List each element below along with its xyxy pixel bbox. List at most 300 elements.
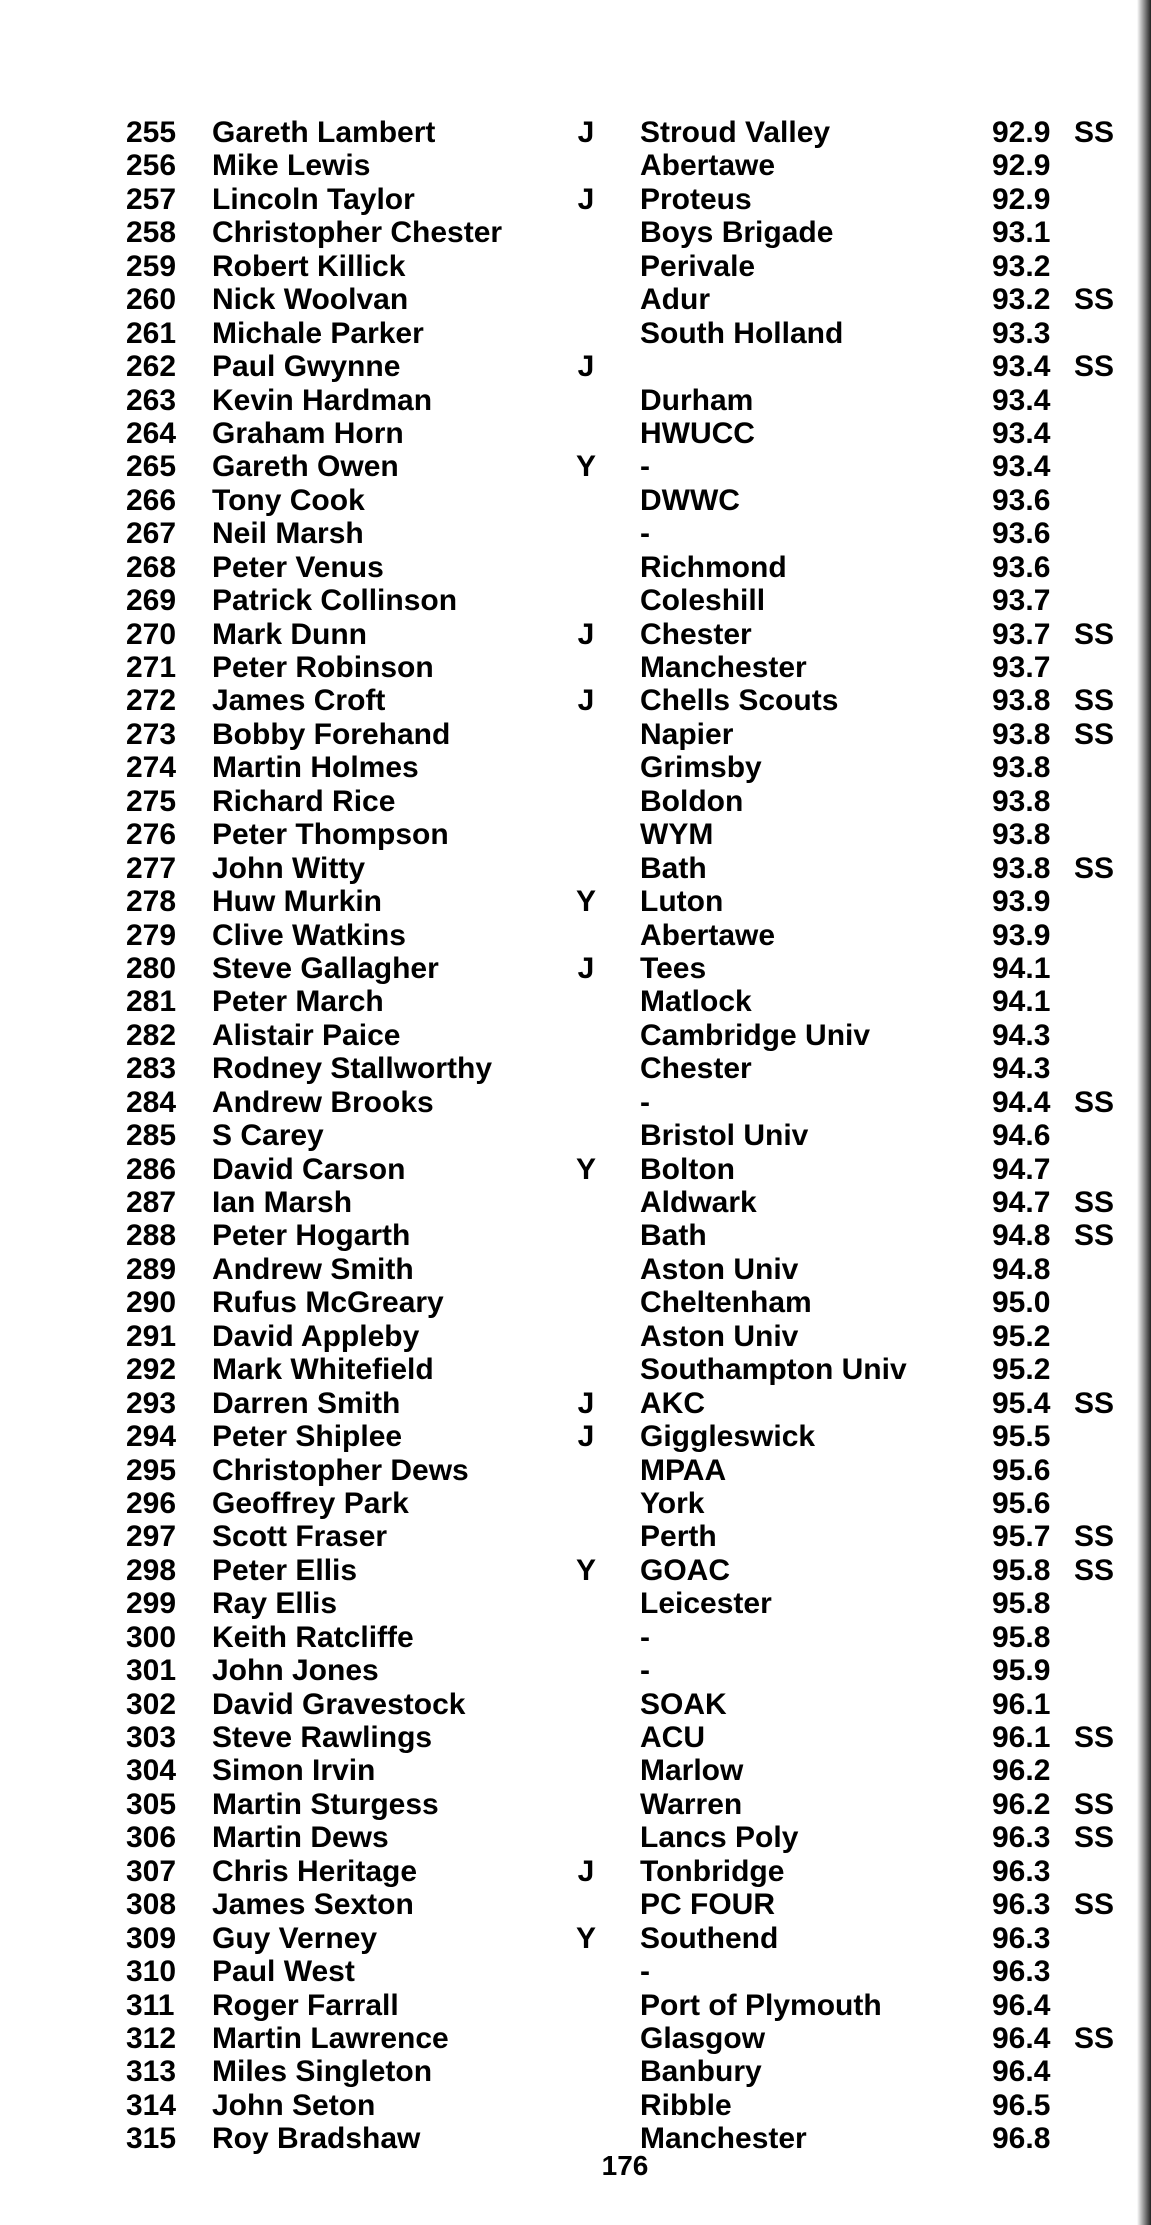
- time: 96.4: [992, 2055, 1051, 2089]
- category: Y: [575, 885, 596, 919]
- position: 308: [126, 1888, 177, 1922]
- time: 96.2: [992, 1754, 1051, 1788]
- result-row: [126, 818, 1136, 851]
- ss-marker: SS: [1074, 717, 1115, 751]
- results-table: [126, 116, 1136, 2156]
- ss-marker: SS: [1074, 1888, 1115, 1922]
- club: PC FOUR: [640, 1888, 775, 1922]
- result-row: [126, 1286, 1136, 1319]
- time: 92.9: [992, 149, 1051, 183]
- time: 93.6: [992, 550, 1051, 584]
- time: 94.1: [992, 951, 1051, 985]
- time: 96.3: [992, 1921, 1051, 1955]
- result-row: [126, 149, 1136, 182]
- result-row: [126, 1989, 1136, 2022]
- club: Abertawe: [640, 918, 776, 952]
- rider-name: Robert Killick: [212, 249, 406, 283]
- category: J: [577, 116, 595, 149]
- time: 96.1: [992, 1721, 1051, 1754]
- position: 274: [126, 751, 177, 785]
- position: 293: [126, 1386, 177, 1420]
- time: 95.5: [992, 1420, 1051, 1454]
- rider-name: Miles Singleton: [212, 2055, 433, 2089]
- club: Bath: [640, 851, 707, 885]
- position: 281: [126, 985, 177, 1019]
- result-row: [126, 1788, 1136, 1821]
- club: Proteus: [640, 182, 752, 216]
- rider-name: Rufus McGreary: [212, 1286, 444, 1320]
- result-row: [126, 551, 1136, 584]
- time: 96.3: [992, 1821, 1051, 1855]
- club: AKC: [640, 1386, 705, 1420]
- position: 304: [126, 1754, 177, 1788]
- rider-name: Mark Whitefield: [212, 1353, 434, 1387]
- result-row: [126, 283, 1136, 316]
- time: 95.6: [992, 1486, 1051, 1520]
- ss-marker: SS: [1074, 1821, 1115, 1855]
- position: 306: [126, 1821, 177, 1855]
- time: 93.7: [992, 617, 1051, 651]
- club: -: [640, 450, 650, 484]
- ss-marker: SS: [1074, 1520, 1115, 1554]
- club: -: [640, 1955, 650, 1989]
- rider-name: Peter Hogarth: [212, 1219, 411, 1253]
- time: 94.3: [992, 1018, 1051, 1052]
- club: -: [640, 1085, 650, 1119]
- result-row: [126, 1888, 1136, 1921]
- result-row: [126, 1219, 1136, 1252]
- position: 262: [126, 350, 177, 384]
- rider-name: Steve Rawlings: [212, 1721, 433, 1754]
- time: 96.3: [992, 1955, 1051, 1989]
- result-row: [126, 651, 1136, 684]
- rider-name: Steve Gallagher: [212, 951, 439, 985]
- position: 294: [126, 1420, 177, 1454]
- club: Manchester: [640, 651, 807, 684]
- club: Cheltenham: [640, 1286, 812, 1320]
- time: 96.2: [992, 1787, 1051, 1821]
- club: Napier: [640, 717, 734, 751]
- rider-name: Bobby Forehand: [212, 717, 451, 751]
- position: 300: [126, 1620, 177, 1654]
- rider-name: Kevin Hardman: [212, 383, 433, 417]
- result-row: [126, 1721, 1136, 1754]
- club: GOAC: [640, 1553, 730, 1587]
- result-row: [126, 517, 1136, 550]
- result-row: [126, 1052, 1136, 1085]
- time: 96.1: [992, 1687, 1051, 1721]
- position: 267: [126, 517, 177, 551]
- rider-name: Mark Dunn: [212, 617, 368, 651]
- position: 269: [126, 584, 177, 618]
- position: 292: [126, 1353, 177, 1387]
- rider-name: Martin Holmes: [212, 751, 419, 785]
- club: South Holland: [640, 316, 844, 350]
- position: 282: [126, 1018, 177, 1052]
- rider-name: Andrew Smith: [212, 1252, 414, 1286]
- result-row: [126, 618, 1136, 651]
- time: 93.4: [992, 416, 1051, 450]
- result-row: [126, 1420, 1136, 1453]
- position: 257: [126, 182, 177, 216]
- rider-name: Andrew Brooks: [212, 1085, 434, 1119]
- time: 95.0: [992, 1286, 1051, 1320]
- club: Abertawe: [640, 149, 776, 183]
- result-row: [126, 1520, 1136, 1553]
- time: 95.2: [992, 1353, 1051, 1387]
- club: Southend: [640, 1921, 779, 1955]
- club: Boys Brigade: [640, 216, 834, 250]
- result-row: [126, 1353, 1136, 1386]
- time: 93.1: [992, 216, 1051, 250]
- position: 280: [126, 951, 177, 985]
- position: 289: [126, 1252, 177, 1286]
- time: 93.6: [992, 483, 1051, 517]
- result-row: [126, 1387, 1136, 1420]
- position: 290: [126, 1286, 177, 1320]
- club: Aldwark: [640, 1186, 757, 1219]
- result-row: [126, 1554, 1136, 1587]
- club: MPAA: [640, 1453, 727, 1487]
- position: 271: [126, 651, 177, 684]
- club: Luton: [640, 885, 724, 919]
- rider-name: Neil Marsh: [212, 517, 364, 551]
- time: 94.8: [992, 1219, 1051, 1253]
- ss-marker: SS: [1074, 283, 1115, 317]
- category: Y: [575, 1152, 596, 1186]
- position: 265: [126, 450, 177, 484]
- position: 297: [126, 1520, 177, 1554]
- club: Bolton: [640, 1152, 735, 1186]
- club: -: [640, 517, 650, 551]
- rider-name: Patrick Collinson: [212, 584, 458, 618]
- category: Y: [575, 1553, 596, 1587]
- result-row: [126, 116, 1136, 149]
- time: 93.4: [992, 350, 1051, 384]
- ss-marker: SS: [1074, 1553, 1115, 1587]
- rider-name: Peter March: [212, 985, 384, 1019]
- time: 94.4: [992, 1085, 1051, 1119]
- result-row: [126, 2055, 1136, 2088]
- result-row: [126, 1086, 1136, 1119]
- position: 288: [126, 1219, 177, 1253]
- result-row: [126, 785, 1136, 818]
- time: 93.2: [992, 283, 1051, 317]
- position: 276: [126, 818, 177, 852]
- time: 95.2: [992, 1319, 1051, 1353]
- position: 278: [126, 885, 177, 919]
- category: J: [577, 350, 595, 384]
- rider-name: James Sexton: [212, 1888, 414, 1922]
- time: 93.8: [992, 751, 1051, 785]
- position: 305: [126, 1787, 177, 1821]
- club: Glasgow: [640, 2021, 766, 2055]
- position: 285: [126, 1119, 177, 1153]
- club: Ribble: [640, 2088, 732, 2122]
- ss-marker: SS: [1074, 1219, 1115, 1253]
- rider-name: Gareth Owen: [212, 450, 399, 484]
- result-row: [126, 1821, 1136, 1854]
- rider-name: Alistair Paice: [212, 1018, 401, 1052]
- result-row: [126, 852, 1136, 885]
- position: 258: [126, 216, 177, 250]
- rider-name: Keith Ratcliffe: [212, 1620, 414, 1654]
- rider-name: Chris Heritage: [212, 1854, 418, 1888]
- scan-edge-shadow: [1137, 0, 1151, 2225]
- position: 255: [126, 116, 177, 149]
- result-row: [126, 216, 1136, 249]
- position: 286: [126, 1152, 177, 1186]
- position: 302: [126, 1687, 177, 1721]
- time: 95.8: [992, 1620, 1051, 1654]
- position: 263: [126, 383, 177, 417]
- position: 272: [126, 684, 177, 718]
- club: Chester: [640, 617, 752, 651]
- time: 95.8: [992, 1553, 1051, 1587]
- rider-name: Michale Parker: [212, 316, 424, 350]
- club: Stroud Valley: [640, 116, 831, 149]
- rider-name: Martin Sturgess: [212, 1787, 439, 1821]
- rider-name: Graham Horn: [212, 416, 404, 450]
- rider-name: David Appleby: [212, 1319, 420, 1353]
- ss-marker: SS: [1074, 2021, 1115, 2055]
- time: 93.8: [992, 851, 1051, 885]
- rider-name: Paul Gwynne: [212, 350, 401, 384]
- result-row: [126, 350, 1136, 383]
- result-row: [126, 1186, 1136, 1219]
- club: Durham: [640, 383, 754, 417]
- result-row: [126, 484, 1136, 517]
- rider-name: Roger Farrall: [212, 1988, 399, 2022]
- rider-name: Ian Marsh: [212, 1186, 353, 1219]
- rider-name: David Carson: [212, 1152, 406, 1186]
- result-row: [126, 417, 1136, 450]
- club: Cambridge Univ: [640, 1018, 871, 1052]
- result-row: [126, 952, 1136, 985]
- club: Grimsby: [640, 751, 762, 785]
- rider-name: S Carey: [212, 1119, 324, 1153]
- rider-name: Mike Lewis: [212, 149, 371, 183]
- rider-name: Martin Dews: [212, 1821, 389, 1855]
- rider-name: Huw Murkin: [212, 885, 382, 919]
- position: 264: [126, 416, 177, 450]
- club: Chester: [640, 1052, 752, 1086]
- category: J: [577, 684, 595, 718]
- result-row: [126, 1654, 1136, 1687]
- result-row: [126, 718, 1136, 751]
- category: J: [577, 1420, 595, 1454]
- club: Perivale: [640, 249, 756, 283]
- club: Matlock: [640, 985, 752, 1019]
- time: 93.9: [992, 885, 1051, 919]
- time: 93.3: [992, 316, 1051, 350]
- position: 275: [126, 784, 177, 818]
- result-row: [126, 1487, 1136, 1520]
- rider-name: Lincoln Taylor: [212, 182, 415, 216]
- ss-marker: SS: [1074, 851, 1115, 885]
- result-row: [126, 317, 1136, 350]
- club: -: [640, 1620, 650, 1654]
- position: 284: [126, 1085, 177, 1119]
- time: 93.4: [992, 450, 1051, 484]
- time: 96.4: [992, 1988, 1051, 2022]
- category: J: [577, 182, 595, 216]
- club: Leicester: [640, 1587, 772, 1621]
- rider-name: Rodney Stallworthy: [212, 1052, 493, 1086]
- time: 92.9: [992, 116, 1051, 149]
- position: 287: [126, 1186, 177, 1219]
- club: York: [640, 1486, 705, 1520]
- club: -: [640, 1654, 650, 1688]
- club: Bristol Univ: [640, 1119, 809, 1153]
- time: 94.7: [992, 1152, 1051, 1186]
- result-row: [126, 985, 1136, 1018]
- ss-marker: SS: [1074, 684, 1115, 718]
- result-row: [126, 584, 1136, 617]
- time: 95.6: [992, 1453, 1051, 1487]
- result-row: [126, 1922, 1136, 1955]
- result-row: [126, 1955, 1136, 1988]
- result-row: [126, 2022, 1136, 2055]
- rider-name: James Croft: [212, 684, 386, 718]
- rider-name: Nick Woolvan: [212, 283, 409, 317]
- position: 295: [126, 1453, 177, 1487]
- ss-marker: SS: [1074, 1085, 1115, 1119]
- position: 277: [126, 851, 177, 885]
- position: 259: [126, 249, 177, 283]
- position: 315: [126, 2122, 177, 2156]
- club: SOAK: [640, 1687, 727, 1721]
- club: WYM: [640, 818, 714, 852]
- rider-name: Gareth Lambert: [212, 116, 436, 149]
- position: 291: [126, 1319, 177, 1353]
- category: J: [577, 1854, 595, 1888]
- time: 95.8: [992, 1587, 1051, 1621]
- position: 310: [126, 1955, 177, 1989]
- result-row: [126, 751, 1136, 784]
- time: 92.9: [992, 182, 1051, 216]
- position: 270: [126, 617, 177, 651]
- time: 93.8: [992, 818, 1051, 852]
- rider-name: Roy Bradshaw: [212, 2122, 421, 2156]
- time: 93.8: [992, 717, 1051, 751]
- rider-name: Peter Ellis: [212, 1553, 358, 1587]
- time: 96.3: [992, 1888, 1051, 1922]
- result-row: [126, 1754, 1136, 1787]
- time: 96.5: [992, 2088, 1051, 2122]
- club: ACU: [640, 1721, 705, 1754]
- position: 283: [126, 1052, 177, 1086]
- rider-name: Peter Robinson: [212, 651, 434, 684]
- club: Giggleswick: [640, 1420, 816, 1454]
- rider-name: Clive Watkins: [212, 918, 406, 952]
- rider-name: Christopher Dews: [212, 1453, 469, 1487]
- rider-name: Ray Ellis: [212, 1587, 338, 1621]
- time: 94.3: [992, 1052, 1051, 1086]
- club: Bath: [640, 1219, 707, 1253]
- result-row: [126, 183, 1136, 216]
- position: 266: [126, 483, 177, 517]
- club: Boldon: [640, 784, 744, 818]
- position: 312: [126, 2021, 177, 2055]
- club: Coleshill: [640, 584, 766, 618]
- club: Tees: [640, 951, 707, 985]
- result-row: [126, 1855, 1136, 1888]
- rider-name: Christopher Chester: [212, 216, 503, 250]
- time: 95.4: [992, 1386, 1051, 1420]
- rider-name: John Jones: [212, 1654, 379, 1688]
- time: 94.8: [992, 1252, 1051, 1286]
- result-row: [126, 919, 1136, 952]
- club: Warren: [640, 1787, 743, 1821]
- time: 95.9: [992, 1654, 1051, 1688]
- rider-name: Peter Thompson: [212, 818, 449, 852]
- category: J: [577, 1386, 595, 1420]
- time: 94.1: [992, 985, 1051, 1019]
- position: 268: [126, 550, 177, 584]
- position: 307: [126, 1854, 177, 1888]
- club: Chells Scouts: [640, 684, 839, 718]
- category: J: [577, 617, 595, 651]
- rider-name: Richard Rice: [212, 784, 396, 818]
- rider-name: Darren Smith: [212, 1386, 401, 1420]
- club: Marlow: [640, 1754, 744, 1788]
- rider-name: Paul West: [212, 1955, 355, 1989]
- ss-marker: SS: [1074, 1721, 1115, 1754]
- result-row: [126, 1253, 1136, 1286]
- club: Richmond: [640, 550, 787, 584]
- time: 93.8: [992, 784, 1051, 818]
- club: Tonbridge: [640, 1854, 785, 1888]
- time: 93.8: [992, 684, 1051, 718]
- time: 93.2: [992, 249, 1051, 283]
- result-row: [126, 2089, 1136, 2122]
- time: 94.6: [992, 1119, 1051, 1153]
- position: 299: [126, 1587, 177, 1621]
- position: 256: [126, 149, 177, 183]
- position: 303: [126, 1721, 177, 1754]
- time: 96.8: [992, 2122, 1051, 2156]
- result-row: [126, 684, 1136, 717]
- time: 93.4: [992, 383, 1051, 417]
- position: 309: [126, 1921, 177, 1955]
- club: Lancs Poly: [640, 1821, 799, 1855]
- ss-marker: SS: [1074, 1787, 1115, 1821]
- category: Y: [575, 450, 596, 484]
- result-row: [126, 1320, 1136, 1353]
- position: 279: [126, 918, 177, 952]
- time: 93.6: [992, 517, 1051, 551]
- result-row: [126, 384, 1136, 417]
- position: 273: [126, 717, 177, 751]
- ss-marker: SS: [1074, 1386, 1115, 1420]
- club: Aston Univ: [640, 1252, 799, 1286]
- rider-name: Simon Irvin: [212, 1754, 376, 1788]
- rider-name: Martin Lawrence: [212, 2021, 449, 2055]
- result-row: [126, 1688, 1136, 1721]
- result-row: [126, 1621, 1136, 1654]
- club: Aston Univ: [640, 1319, 799, 1353]
- rider-name: Scott Fraser: [212, 1520, 388, 1554]
- rider-name: David Gravestock: [212, 1687, 466, 1721]
- ss-marker: SS: [1074, 617, 1115, 651]
- ss-marker: SS: [1074, 350, 1115, 384]
- position: 313: [126, 2055, 177, 2089]
- time: 94.7: [992, 1186, 1051, 1219]
- result-row: [126, 1153, 1136, 1186]
- category: J: [577, 951, 595, 985]
- time: 93.9: [992, 918, 1051, 952]
